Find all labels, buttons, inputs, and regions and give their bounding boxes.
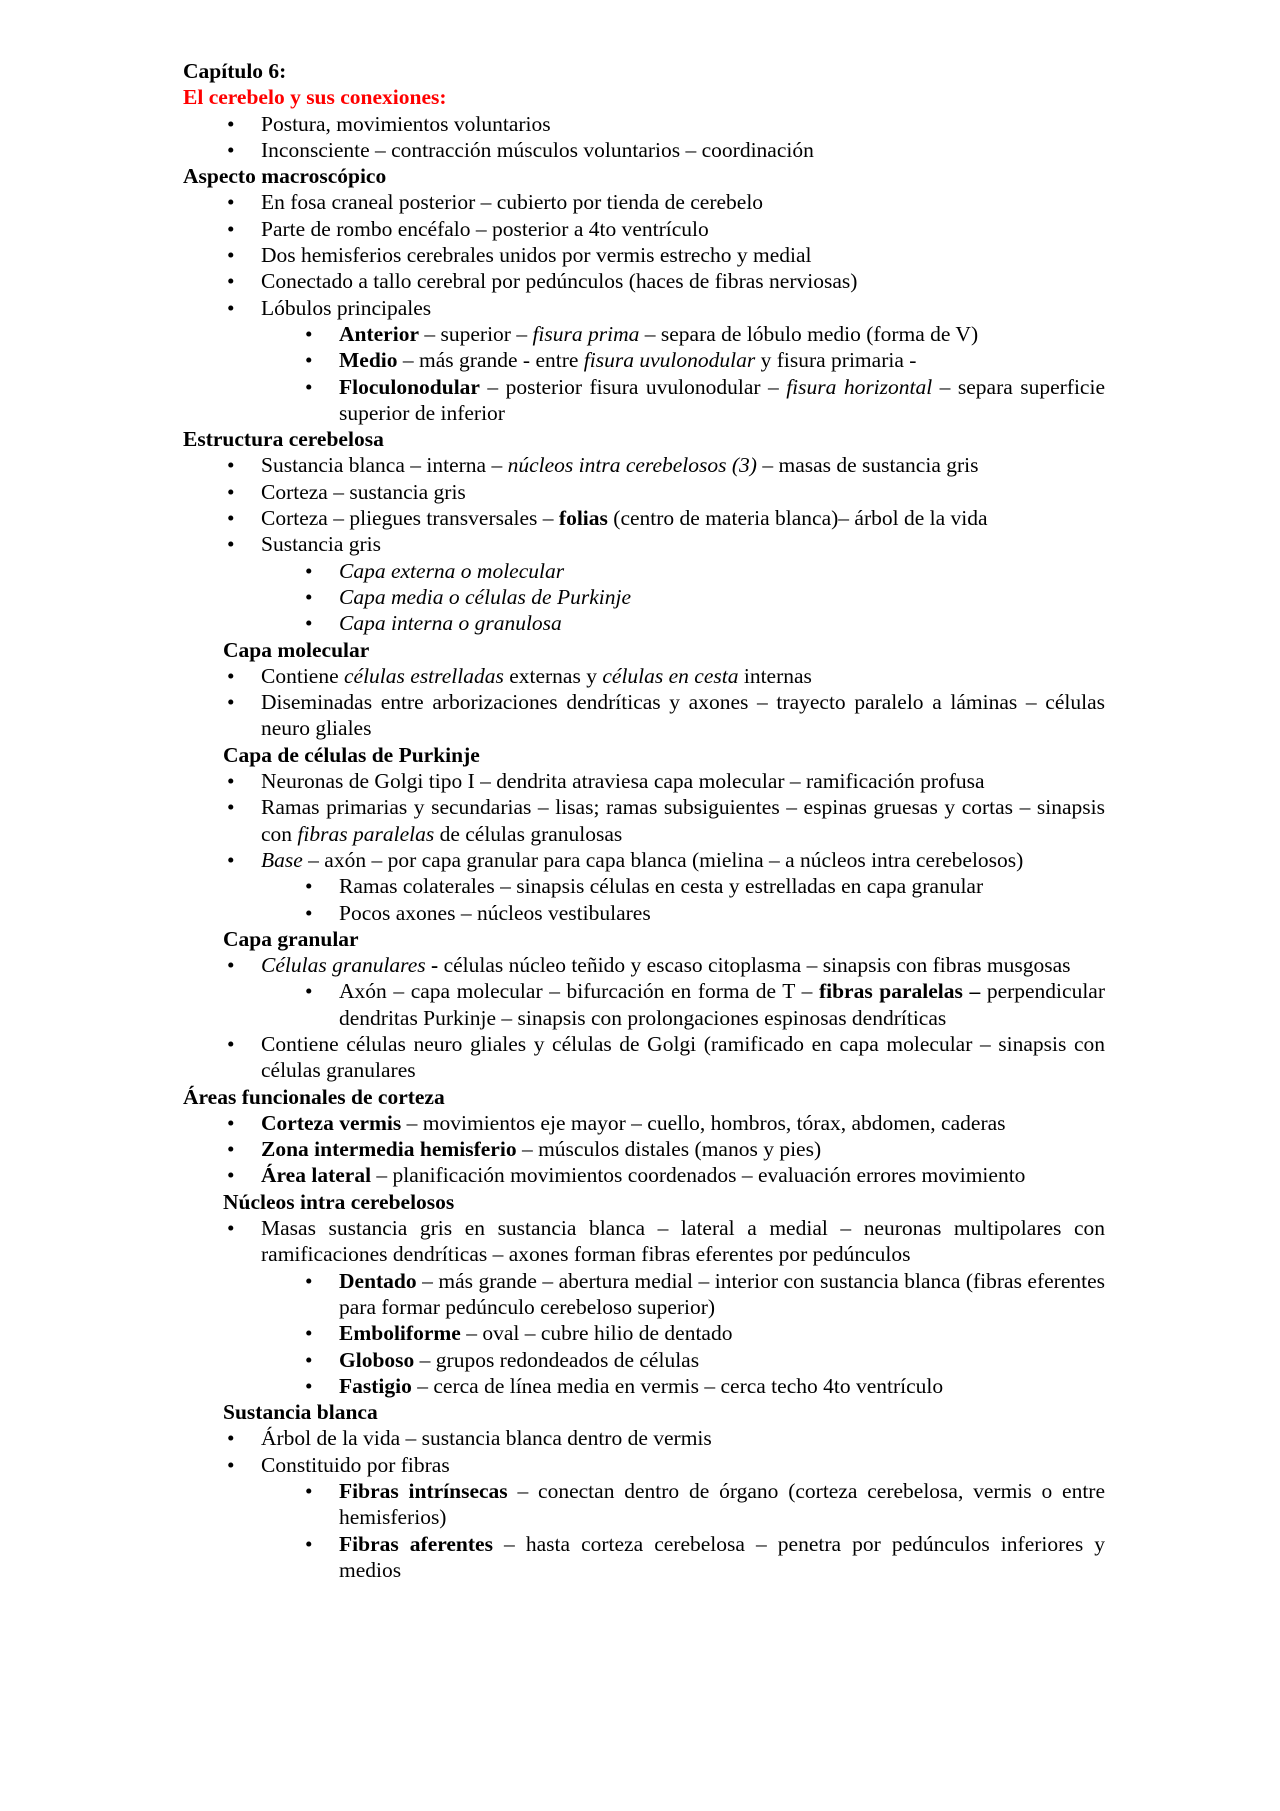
subsection-heading-purkinje: Capa de células de Purkinje <box>223 742 480 767</box>
chapter-heading: Capítulo 6: <box>183 59 287 83</box>
term-italic: fisura horizontal <box>786 374 933 399</box>
term-italic: Base <box>261 847 303 872</box>
list-item <box>183 952 1105 978</box>
term: Floculonodular <box>339 374 480 399</box>
text: perpendicular dendritas Purkinje – sinapsis con prolongaciones espinosas dendríticas <box>339 979 1106 1030</box>
term-italic: fisura prima <box>532 321 640 346</box>
list-item: • En fosa craneal posterior – cubierto por tienda de cerebelo <box>183 189 1105 215</box>
term: Medio <box>339 348 398 373</box>
list-item <box>183 1162 1105 1188</box>
text: – más grande – abertura medial – interior con sustancia blanca (fibras eferentes para formar pedúnculo cerebeloso superior) <box>339 1268 1105 1319</box>
list-item: • Árbol de la vida – sustancia blanca dentro de vermis <box>183 1425 1105 1451</box>
text: y fisura primaria - <box>755 348 917 373</box>
list-item <box>183 1347 1105 1373</box>
list-item <box>183 1478 1105 1531</box>
term-italic: núcleos intra cerebelosos (3) <box>507 453 757 478</box>
list-item <box>183 1320 1105 1346</box>
intro-list <box>183 111 1105 164</box>
term: Fibras aferentes <box>339 1531 493 1556</box>
term: folias <box>558 506 608 531</box>
subsection-heading-blanca: Sustancia blanca <box>223 1400 378 1425</box>
list-item: • Corteza – sustancia gris <box>183 479 1105 505</box>
subsection-heading-granular: Capa granular <box>223 926 359 951</box>
text: – axón – por capa granular para capa blanca (mielina – a núcleos intra cerebelosos) <box>302 847 1024 872</box>
list-item: • Postura, movimientos voluntarios <box>183 111 1105 137</box>
text: – planificación movimientos coordenados – evaluación errores movimiento <box>371 1163 1026 1188</box>
list-item: • Dos hemisferios cerebrales unidos por vermis estrecho y medial <box>183 242 1105 268</box>
list-item: • Inconsciente – contracción músculos voluntarios – coordinación <box>183 137 1105 163</box>
capas-list <box>183 558 1105 637</box>
list-item: • Conectado a tallo cerebral por pedúnculos (haces de fibras nerviosas) <box>183 268 1105 294</box>
granular-list <box>183 952 1105 978</box>
text: – posterior fisura uvulonodular – <box>479 374 787 399</box>
text: – superior – <box>419 321 533 346</box>
term: Anterior <box>339 321 419 346</box>
nucleos-list <box>183 1215 1105 1268</box>
term: Emboliforme <box>339 1321 461 1346</box>
text: – hasta corteza cerebelosa – penetra por pedúnculos inferiores y medios <box>339 1531 1105 1582</box>
term-italic: fisura uvulonodular <box>583 348 756 373</box>
list-item: • Ramas colaterales – sinapsis células en cesta y estrelladas en capa granular <box>183 873 1105 899</box>
page-title: El cerebelo y sus conexiones: <box>183 85 447 110</box>
term: Área lateral <box>261 1163 372 1188</box>
text: – oval – cubre hilio de dentado <box>460 1321 733 1346</box>
list-item: • Neuronas de Golgi tipo I – dendrita atraviesa capa molecular – ramificación profusa <box>183 768 1105 794</box>
term: - <box>425 953 439 978</box>
list-item <box>183 1531 1105 1584</box>
list-item <box>183 610 1105 636</box>
text: – separa de lóbulo medio (forma de V) <box>639 321 979 346</box>
list-item: • Contiene células neuro gliales y células de Golgi (ramificado en capa molecular – sinapsis con células granulares <box>183 1031 1105 1084</box>
text: internas <box>738 663 812 688</box>
list-item <box>183 1268 1105 1321</box>
list-item <box>183 584 1105 610</box>
term-italic: Capa media o células de Purkinje <box>339 584 631 609</box>
text: – más grande - entre <box>397 348 584 373</box>
list-item: • Constituido por fibras <box>183 1452 1105 1478</box>
granular-list-2 <box>183 1031 1105 1084</box>
purkinje-sub-list <box>183 873 1105 926</box>
list-item: • Sustancia gris <box>183 531 1105 557</box>
term: Fastigio <box>339 1373 412 1398</box>
text: Axón – capa molecular – bifurcación en forma de T – <box>339 979 819 1004</box>
term-italic: fibras paralelas <box>297 821 435 846</box>
subsection-heading-molecular: Capa molecular <box>223 637 370 662</box>
text: externas y <box>503 663 603 688</box>
lobe-item <box>183 374 1105 427</box>
list-item: • Diseminadas entre arborizaciones dendríticas y axones – trayecto paralelo a láminas – células neuro gliales <box>183 689 1105 742</box>
text: – grupos redondeados de células <box>414 1347 700 1372</box>
lobe-item <box>183 347 1105 373</box>
list-item <box>183 978 1105 1031</box>
estructura-list <box>183 452 1105 557</box>
text: – músculos distales (manos y pies) <box>516 1137 822 1162</box>
term: Dentado <box>339 1268 417 1293</box>
list-item <box>183 847 1105 873</box>
macro-list <box>183 189 1105 320</box>
term-italic: células en cesta <box>602 663 739 688</box>
term-italic: Células granulares <box>261 953 426 978</box>
section-heading-areas: Áreas funcionales de corteza <box>183 1084 445 1109</box>
section-heading-estructura: Estructura cerebelosa <box>183 427 384 452</box>
list-item <box>183 558 1105 584</box>
text: – masas de sustancia gris <box>756 453 979 478</box>
text: Ramas primarias y secundarias – lisas; ramas subsiguientes – espinas gruesas y cortas – sinapsis con <box>261 795 1105 846</box>
term: Fibras intrínsecas <box>339 1479 508 1504</box>
list-item: • Masas sustancia gris en sustancia blanca – lateral a medial – neuronas multipolares con ramificaciones dendríticas – axones forman fibras eferentes por pedúnculos <box>183 1215 1105 1268</box>
term-italic: células estrelladas <box>344 663 504 688</box>
blanca-list <box>183 1425 1105 1478</box>
text: (centro de materia blanca)– árbol de la vida <box>607 506 988 531</box>
list-item <box>183 663 1105 689</box>
text: Corteza – pliegues transversales – <box>261 506 559 531</box>
molecular-list <box>183 663 1105 742</box>
subsection-heading-nucleos: Núcleos intra cerebelosos <box>223 1189 455 1214</box>
list-item: • Parte de rombo encéfalo – posterior a 4to ventrículo <box>183 216 1105 242</box>
list-item <box>183 505 1105 531</box>
document-page <box>183 58 1105 1583</box>
text: – movimientos eje mayor – cuello, hombros, tórax, abdomen, caderas <box>401 1110 1006 1135</box>
list-item <box>183 794 1105 847</box>
text: de células granulosas <box>434 821 623 846</box>
list-item <box>183 1110 1105 1136</box>
areas-list <box>183 1110 1105 1189</box>
list-item <box>183 1136 1105 1162</box>
text: – conectan dentro de órgano (corteza cerebelosa, vermis o entre hemisferios) <box>339 1479 1105 1530</box>
text: – separa superficie superior de inferior <box>339 374 1105 425</box>
list-item: • Lóbulos principales <box>183 295 1105 321</box>
section-heading-macro: Aspecto macroscópico <box>183 164 387 189</box>
list-item: • Pocos axones – núcleos vestibulares <box>183 900 1105 926</box>
text: – cerca de línea media en vermis – cerca techo 4to ventrículo <box>411 1373 944 1398</box>
granular-sub-list <box>183 978 1105 1031</box>
purkinje-list <box>183 768 1105 873</box>
term: Globoso <box>339 1347 415 1372</box>
term-italic: Capa externa o molecular <box>339 558 565 583</box>
nucleos-sub-list <box>183 1268 1105 1399</box>
lobes-list <box>183 321 1105 426</box>
text: Contiene <box>261 663 344 688</box>
text: células núcleo teñido y escaso citoplasma – sinapsis con fibras musgosas <box>438 953 1071 978</box>
list-item <box>183 1373 1105 1399</box>
term: fibras paralelas – <box>818 979 981 1004</box>
term: Corteza vermis <box>261 1110 402 1135</box>
lobe-item <box>183 321 1105 347</box>
term: Zona intermedia hemisferio <box>261 1137 517 1162</box>
list-item <box>183 452 1105 478</box>
text: Sustancia blanca – interna – <box>261 453 508 478</box>
term-italic: Capa interna o granulosa <box>339 611 562 636</box>
blanca-sub-list <box>183 1478 1105 1583</box>
